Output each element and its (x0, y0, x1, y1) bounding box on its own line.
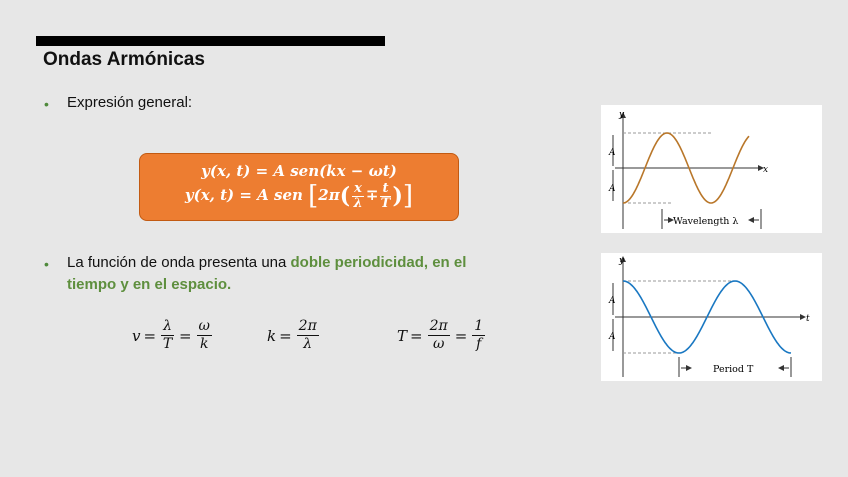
period-graph-svg (601, 253, 822, 381)
fraction-t-T: $\frac{t}{T}$ (380, 180, 391, 211)
bullet-dot-icon: • (44, 96, 49, 112)
x-axis-label: x (763, 165, 769, 175)
amplitude-label: A (609, 332, 616, 342)
plus-minus-sign: ∓ (365, 186, 379, 204)
bullet-double-periodicity: La función de onda presenta una doble periodicidad, en el tiempo y en el espacio. (67, 254, 467, 293)
t-axis-label: t (806, 314, 810, 324)
highlight-text: doble periodicidad, en el (290, 254, 467, 271)
period-caption: Period T (713, 364, 754, 375)
title-bar-decoration (36, 36, 385, 46)
bullet-dot-icon: • (44, 256, 49, 272)
slide-title: Ondas Armónicas (43, 49, 205, 70)
equation-wave-number: k = $\frac{2\pi}{\lambda}$ (267, 318, 317, 352)
y-axis-label: y (619, 256, 625, 266)
amplitude-label: A (609, 148, 616, 158)
bullet-general-expression: Expresión general: (67, 94, 193, 111)
formula-line-1: y(x, t) = A sen(kx − ωt) (201, 162, 397, 180)
amplitude-label: A (609, 296, 616, 306)
wavelength-graph-svg (601, 105, 822, 233)
amplitude-label: A (609, 184, 616, 194)
formula-line-2-prefix: y(x, t) = A sen (184, 186, 303, 204)
formula-two-pi: 2π (318, 186, 340, 204)
wavelength-caption: Wavelength λ (673, 216, 739, 227)
wavelength-graph (601, 105, 822, 233)
fraction-x-lambda: $\frac{x}{\lambda}$ (353, 180, 363, 211)
highlight-text: tiempo y en el espacio. (67, 276, 232, 293)
period-graph (601, 253, 822, 381)
equation-period: T = $\frac{2\pi}{\omega}$ = $\frac{1}{f}$ (397, 318, 484, 352)
formula-box (139, 153, 459, 221)
equation-velocity: v = $\frac{\lambda}{T}$ = $\frac{\omega}{k}$ (132, 318, 210, 352)
y-axis-label: y (619, 110, 625, 120)
formula-line-2: y(x, t) = A sen [2π( $\frac{x}{\lambda}$ ∓ $\frac{t}{T}$ )] (184, 180, 414, 211)
